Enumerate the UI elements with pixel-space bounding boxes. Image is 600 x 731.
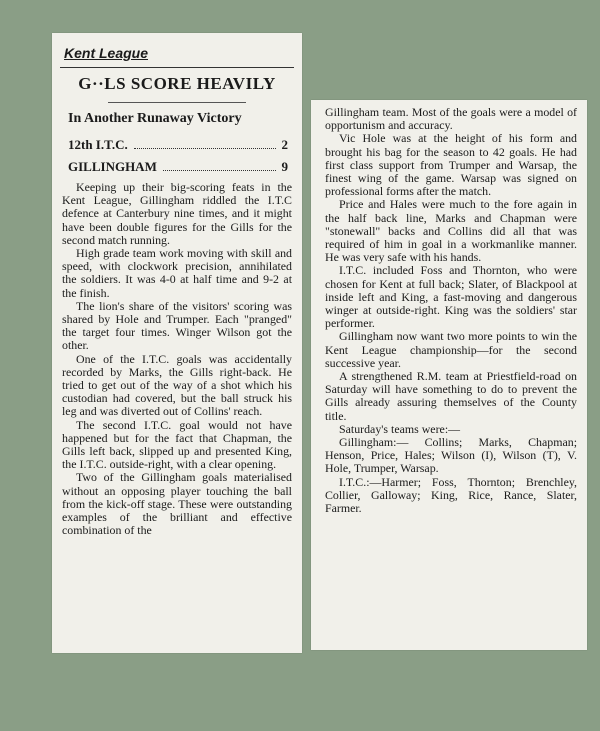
paragraph: Price and Hales were much to the fore again in the half back line, Marks and Chapman were "stonewall" backs and Collins did all that was required of him in goal in a workmanlike manner. He was very safe with his hands. (325, 197, 577, 265)
divider (60, 67, 294, 68)
section-kicker: Kent League (64, 45, 149, 61)
paragraph: A strengthened R.M. team at Priestfield-road on Saturday will have something to do to prevent the Gills already assuring themselves of the County title. (325, 369, 577, 423)
paragraph: Vic Hole was at the height of his form and brought his bag for the season to 42 goals. He had first class support from Trumper and Warsap, the finest wing of the game. Warsap was signed on professional forms after the match. (325, 131, 577, 199)
paragraph: Gillingham team. Most of the goals were a model of opportunism and accuracy. (325, 105, 577, 133)
team-list-itc: I.T.C.:—Harmer; Foss, Thornton; Brenchley, Collier, Galloway; King, Rice, Rance, Slater, Farmer. (325, 474, 577, 516)
article-body-right (325, 106, 577, 515)
headline: G··LS SCORE HEAVILY (78, 74, 276, 93)
score-line-gillingham (68, 159, 288, 175)
score-team: GILLINGHAM (68, 159, 157, 174)
score-line-itc (68, 137, 288, 153)
paragraph: Keeping up their big-scoring feats in the Kent League, Gillingham riddled the I.T.C defence at Canterbury nine times, and it might have been double figures for the Gills for the second match running. (62, 180, 292, 247)
paragraph: Saturday's teams were:— (339, 421, 461, 436)
paragraph: High grade team work moving with skill and speed, with clockwork precision, annihilated the soldiers. It was 4-0 at half time and 9-2 at the finish. (62, 246, 292, 300)
score-goals: 9 (281, 159, 288, 174)
dot-leader (163, 170, 276, 171)
team-list-gillingham: Gillingham:— Collins; Marks, Chapman; Henson, Price, Hales; Wilson (I), Wilson (T), V. Hole, Trumper, Warsap. (325, 435, 577, 476)
clipping-right-column (311, 100, 587, 650)
paragraph: One of the I.T.C. goals was accidentally recorded by Marks, the Gills right-back. He tried to get out of the way of a shot which his custodian had covered, but the ball struck his leg and was diverted out of Collins' reach. (62, 351, 292, 419)
clipping-left-column (52, 33, 302, 653)
paragraph: I.T.C. included Foss and Thornton, who were chosen for Kent at full back; Slater, of Blackpool at inside left and King, a fast-moving and dangerous winger at outside-right. King was the soldiers' star performer. (325, 263, 577, 331)
divider (108, 102, 246, 103)
subheadline: In Another Runaway Victory (68, 111, 242, 126)
paragraph: Gillingham now want two more points to win the Kent League championship—for the second successive year. (325, 329, 577, 370)
paragraph: The lion's share of the visitors' scoring was shared by Hole and Trumper. Each "pranged" the target four times. Winger Wilson got the other. (62, 298, 292, 353)
article-body-left (62, 181, 292, 537)
paragraph: Two of the Gillingham goals materialised without an opposing player touching the ball from the kick-off stage. These were outstanding examples of the brilliant and effective combination of the (62, 470, 292, 538)
paragraph: The second I.T.C. goal would not have happened but for the fact that Chapman, the Gills left back, slipped up and presented King, the I.T.C. outside-right, with a clear opening. (62, 417, 292, 472)
dot-leader (134, 148, 276, 149)
score-team: 12th I.T.C. (68, 137, 128, 152)
score-goals: 2 (281, 137, 288, 152)
